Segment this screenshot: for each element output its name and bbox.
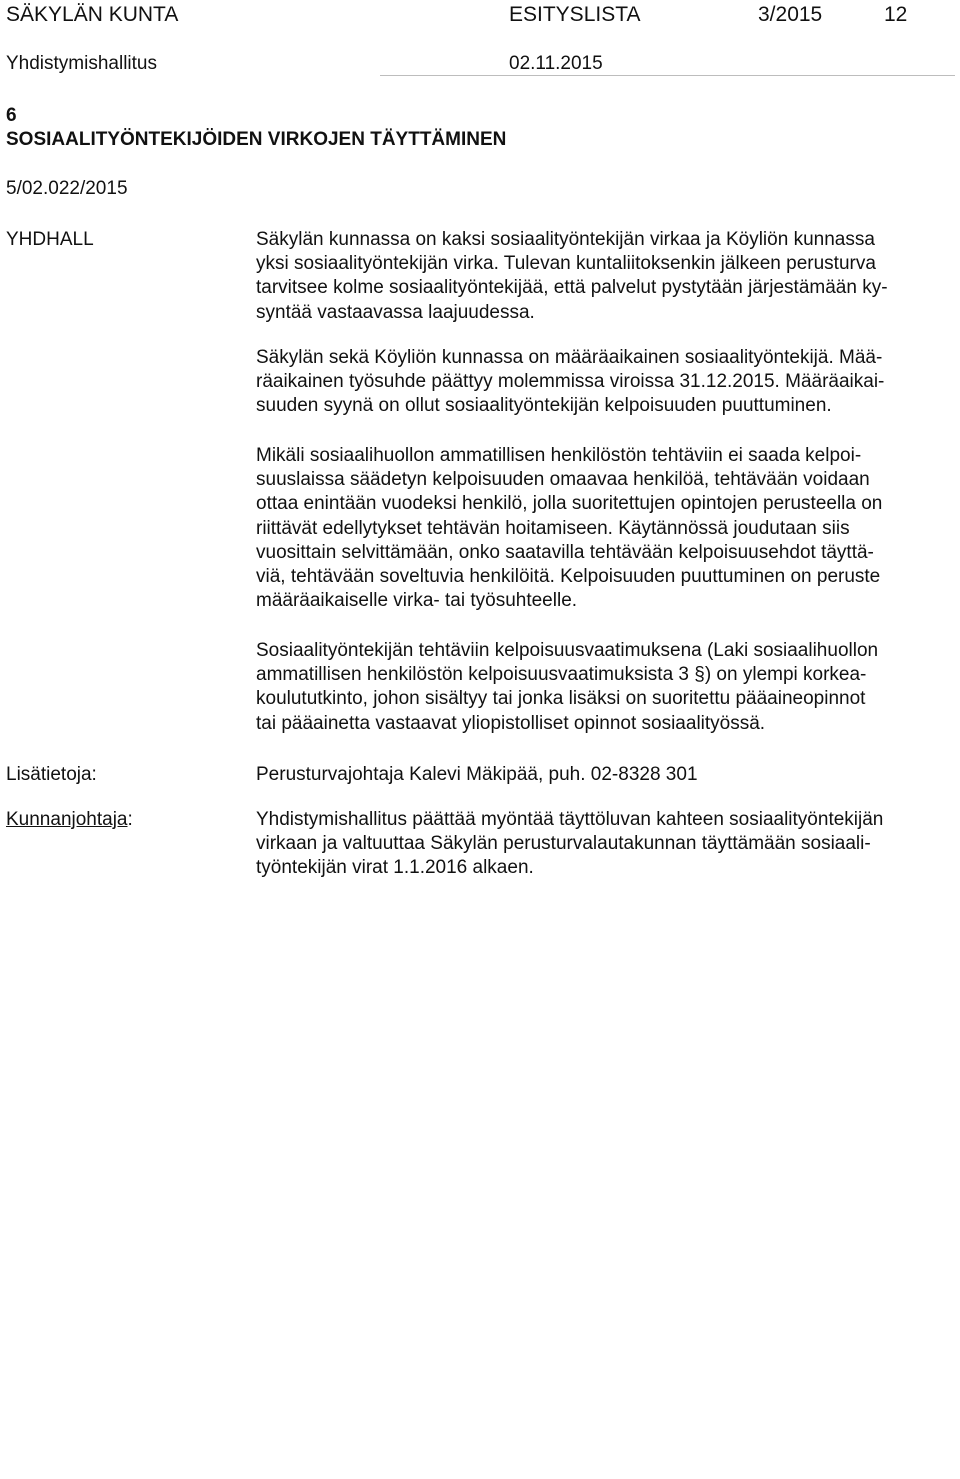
paragraph-background [256, 228, 956, 325]
page-number: 12 [884, 3, 908, 26]
text-line: viä, tehtävään soveltuvia henkilöitä. Kelpoisuuden puuttuminen on peruste [256, 565, 881, 587]
text-line: virkaan ja valtuuttaa Säkylän perusturvalautakunnan täyttämään sosiaali- [256, 833, 871, 855]
paragraph-proposal [256, 808, 956, 881]
text-line: vuosittain selvittämään, onko saatavilla tehtävään kelpoisuusehdot täyttä- [256, 541, 874, 563]
item-title: SOSIAALITYÖNTEKIJÖIDEN VIRKOJEN TÄYTTÄMINEN [6, 129, 507, 150]
text-line: tai pääainetta vastaavat yliopistolliset opinnot sosiaalityössä. [256, 712, 766, 734]
text-line: ottaa enintään vuodeksi henkilö, jolla suoritettujen opintojen perusteella on [256, 493, 883, 515]
municipality-name: SÄKYLÄN KUNTA [6, 3, 179, 26]
section-label-kunnanjohtaja [6, 808, 133, 832]
text-line: koulututkinto, johon sisältyy tai jonka lisäksi on suoritettu pääaineopinnot [256, 688, 866, 710]
text-line: Mikäli sosiaalihuollon ammatillisen henkilöstön tehtäviin ei saada kelpoi- [256, 445, 862, 466]
text-line: Yhdistymishallitus päättää myöntää täyttöluvan kahteen sosiaalityöntekijän [256, 809, 884, 830]
text-line: räaikainen työsuhde päättyy molemmissa viroissa 31.12.2015. Määräaikai- [256, 371, 885, 393]
page-subheader [6, 52, 946, 76]
text-line: suuslaissa säädetyn kelpoisuuden omaavaa henkilöä, tehtävään voidaan [256, 469, 870, 491]
meeting-body: Yhdistymishallitus [6, 53, 157, 74]
document-type: ESITYSLISTA [509, 3, 641, 26]
text-line: suuden syynä on ollut sosiaalityöntekijän kelpoisuuden puuttuminen. [256, 395, 832, 417]
text-line: Säkylän sekä Köyliön kunnassa on määräaikainen sosiaalityöntekijä. Mää- [256, 347, 883, 368]
page-header [6, 2, 946, 28]
meeting-date: 02.11.2015 [509, 53, 603, 74]
paragraph-qualification-requirements [256, 639, 956, 736]
document-number: 3/2015 [758, 3, 823, 26]
text-line: Perusturvajohtaja Kalevi Mäkipää, puh. 02-8328 301 [256, 764, 698, 785]
text-line: määräaikaiselle virka- tai työsuhteelle. [256, 590, 578, 612]
text-line: syntää vastaavassa laajuudessa. [256, 301, 535, 323]
diary-number: 5/02.022/2015 [6, 178, 128, 199]
contact-info [256, 763, 956, 787]
text-line: ammatillisen henkilöstön kelpoisuusvaatimuksista 3 §) on ylempi korkea- [256, 664, 867, 686]
label-colon: : [127, 809, 133, 830]
section-label-yhdhall: YHDHALL [6, 229, 94, 250]
text-line: Sosiaalityöntekijän tehtäviin kelpoisuusvaatimuksena (Laki sosiaalihuollon [256, 640, 879, 661]
header-divider [380, 75, 955, 76]
text-line: tarvitsee kolme sosiaalityöntekijää, että palvelut pystytään järjestämään ky- [256, 277, 888, 299]
text-line: työntekijän virat 1.1.2016 alkaen. [256, 857, 534, 879]
item-number: 6 [6, 105, 17, 126]
text-line: riittävät edellytykset tehtävän hoitamiseen. Käytännössä joudutaan siis [256, 517, 850, 539]
text-line: yksi sosiaalityöntekijän virka. Tulevan kuntaliitoksenkin jälkeen perusturva [256, 253, 876, 275]
paragraph-qualification-exception [256, 444, 956, 613]
kunnanjohtaja-label: Kunnanjohtaja [6, 809, 128, 830]
paragraph-fixed-term [256, 346, 956, 419]
section-label-lisatietoja: Lisätietoja: [6, 764, 97, 785]
text-line: Säkylän kunnassa on kaksi sosiaalityöntekijän virkaa ja Köyliön kunnassa [256, 229, 875, 250]
